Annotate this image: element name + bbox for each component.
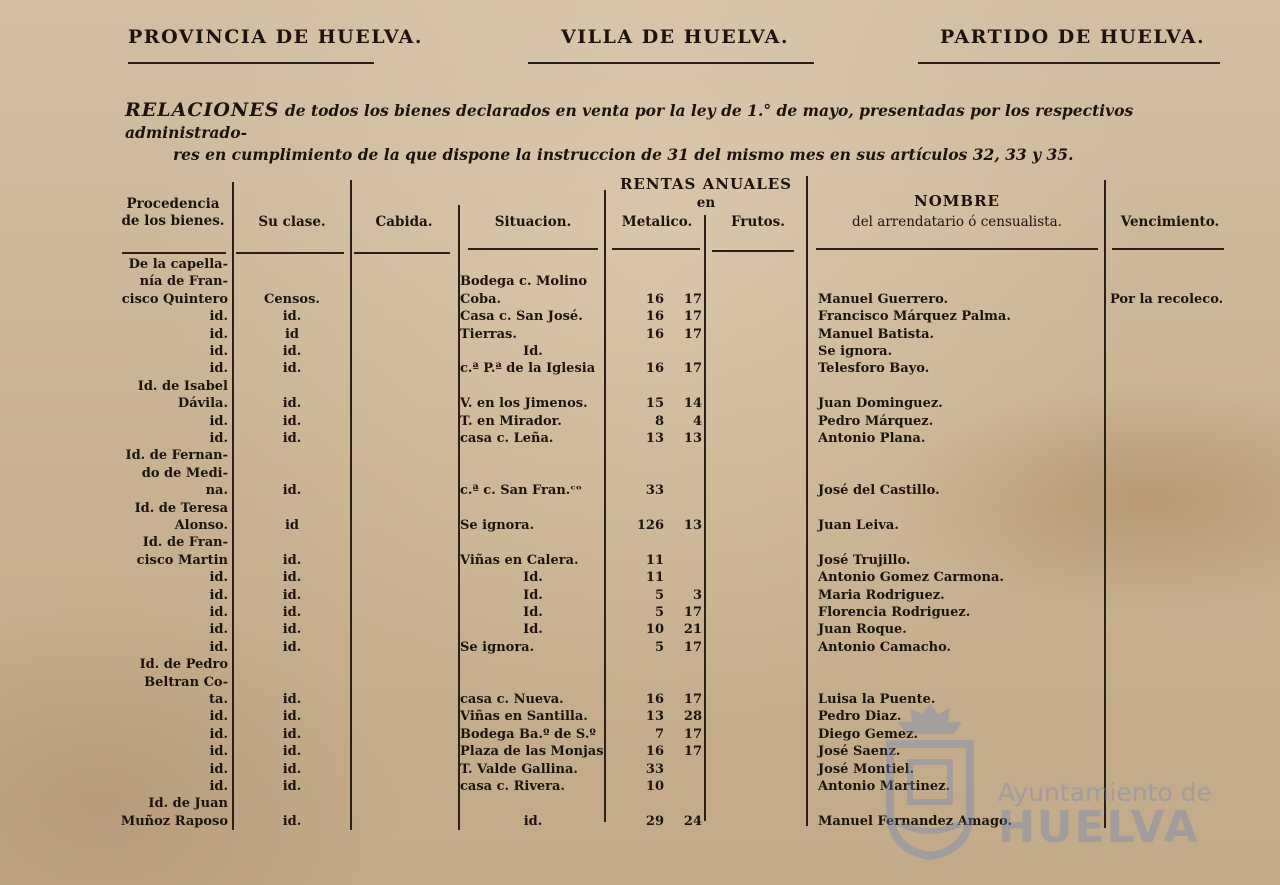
col-metalico-header: Metalico. xyxy=(621,214,693,230)
row-nombre: Se ignora. xyxy=(818,344,893,359)
row-procedencia: do de Medi- xyxy=(141,465,228,481)
row-metalico: 8 xyxy=(654,413,664,429)
row-situacion: V. en los Jimenos. xyxy=(460,396,588,412)
row-situacion: Tierras. xyxy=(460,326,517,342)
row-procedencia: id. xyxy=(209,639,228,655)
row-frutos: 14 xyxy=(683,396,702,412)
row-procedencia: id. xyxy=(209,326,228,342)
row-clase: id. xyxy=(282,813,302,829)
rule-metalico xyxy=(612,248,700,250)
row-procedencia: Id. de Pedro xyxy=(139,657,228,673)
row-metalico: 16 xyxy=(645,692,664,707)
row-metalico: 126 xyxy=(636,518,664,533)
row-procedencia: Id. de Fernan- xyxy=(125,448,228,464)
row-procedencia: id. xyxy=(209,709,228,725)
row-nombre: Maria Rodriguez. xyxy=(818,587,945,603)
row-frutos: 17 xyxy=(683,726,702,742)
row-situacion: Viñas en Calera. xyxy=(460,552,579,568)
row-nombre: Manuel Batista. xyxy=(818,326,935,342)
header-rule-center xyxy=(528,62,814,64)
row-procedencia: id. xyxy=(209,413,228,429)
row-clase: id. xyxy=(282,587,302,603)
row-frutos: 4 xyxy=(692,413,702,429)
col-procedencia-line1: Procedencia xyxy=(126,196,220,212)
row-nombre: Florencia Rodriguez. xyxy=(818,605,971,620)
row-clase: id. xyxy=(282,570,302,586)
row-frutos: 17 xyxy=(683,639,702,655)
row-metalico: 5 xyxy=(654,639,664,655)
header-provincia: PROVINCIA DE HUELVA. xyxy=(128,26,423,48)
row-metalico: 16 xyxy=(645,361,664,377)
row-clase: id. xyxy=(282,726,302,742)
row-metalico: 10 xyxy=(645,779,664,794)
row-situacion: Bodega c. Molino xyxy=(460,274,588,290)
row-procedencia: Muñoz Raposo xyxy=(120,813,228,829)
col-situacion-header: Situacion. xyxy=(494,214,572,230)
row-clase: id. xyxy=(282,605,302,620)
row-metalico: 11 xyxy=(645,552,664,568)
intro-lead: RELACIONES xyxy=(125,99,280,121)
row-clase: id. xyxy=(282,709,302,725)
row-clase: Censos. xyxy=(264,291,320,307)
row-clase: id. xyxy=(282,413,302,429)
row-nombre: José Saenz. xyxy=(818,744,901,760)
row-situacion: Id. xyxy=(523,570,543,586)
row-situacion: Bodega Ba.º de S.º xyxy=(460,726,596,742)
row-nombre: José del Castillo. xyxy=(818,483,940,499)
row-procedencia: id. xyxy=(209,744,228,760)
row-procedencia: id. xyxy=(209,344,228,359)
header-villa: VILLA DE HUELVA. xyxy=(561,26,790,48)
row-clase: id. xyxy=(282,309,302,325)
column-divider xyxy=(350,180,352,830)
row-nombre: Juan Roque. xyxy=(818,622,907,638)
row-metalico: 33 xyxy=(645,483,664,499)
row-metalico: 33 xyxy=(645,761,664,777)
row-clase: id. xyxy=(282,361,302,377)
row-procedencia: Dávila. xyxy=(177,396,228,412)
row-procedencia: De la capella- xyxy=(128,257,228,272)
row-frutos: 17 xyxy=(683,692,702,707)
row-clase: id. xyxy=(282,744,302,760)
row-clase: id xyxy=(284,326,300,342)
row-nombre: Telesforo Bayo. xyxy=(818,361,930,377)
watermark-line2: HUELVA xyxy=(998,802,1200,853)
row-metalico: 16 xyxy=(645,309,664,325)
row-frutos: 17 xyxy=(683,361,702,377)
row-situacion: Id. xyxy=(523,344,543,359)
row-nombre: Manuel Fernandez Amago. xyxy=(818,813,1013,829)
row-procedencia: Id. de Juan xyxy=(148,796,228,812)
intro-paragraph xyxy=(125,99,1235,166)
row-situacion: Plaza de las Monjas xyxy=(460,744,604,760)
row-situacion: casa c. Nueva. xyxy=(460,692,564,707)
row-clase: id. xyxy=(282,639,302,655)
row-procedencia: id. xyxy=(209,431,228,446)
row-clase: id. xyxy=(282,779,302,794)
row-metalico: 10 xyxy=(645,622,664,638)
row-nombre: Pedro Márquez. xyxy=(818,413,934,429)
col-procedencia-line2: de los bienes. xyxy=(121,213,225,229)
watermark-line1: Ayuntamiento de xyxy=(998,778,1212,807)
row-nombre: Antonio Plana. xyxy=(818,431,926,446)
col-vencimiento-header: Vencimiento. xyxy=(1120,214,1220,230)
row-situacion: T. en Mirador. xyxy=(460,413,562,429)
rule-vencimiento xyxy=(1112,248,1224,250)
row-procedencia: Id. de Isabel xyxy=(137,378,228,394)
row-metalico: 16 xyxy=(645,326,664,342)
row-metalico: 7 xyxy=(654,726,664,742)
rule-situacion xyxy=(468,248,598,250)
row-procedencia: Id. de Teresa xyxy=(134,500,228,516)
intro-line-1: de todos los bienes declarados en venta por la ley de 1.° de mayo, presentadas por los respectivos administrado- xyxy=(125,101,1134,142)
row-situacion: Id. xyxy=(523,622,543,638)
row-clase: id. xyxy=(282,622,302,638)
column-divider xyxy=(704,215,706,821)
column-divider xyxy=(232,182,234,830)
header-rule-left xyxy=(128,62,374,64)
row-metalico: 15 xyxy=(645,396,664,412)
col-rentas-en: en xyxy=(696,195,716,211)
row-clase: id. xyxy=(282,761,302,777)
row-clase: id xyxy=(284,518,300,533)
row-nombre: Francisco Márquez Palma. xyxy=(818,309,1011,325)
row-clase: id. xyxy=(282,552,302,568)
rule-frutos xyxy=(712,250,794,252)
row-clase: id. xyxy=(282,692,302,707)
row-nombre: Juan Dominguez. xyxy=(818,396,943,412)
row-frutos: 17 xyxy=(683,326,702,342)
row-procedencia: na. xyxy=(205,483,228,499)
row-frutos: 17 xyxy=(683,291,702,307)
col-rentas-header: RENTAS ANUALES xyxy=(619,175,793,193)
row-situacion: id. xyxy=(523,813,543,829)
row-vencimiento: Por la recoleco. xyxy=(1110,291,1224,307)
row-frutos: 13 xyxy=(683,431,702,446)
row-metalico: 11 xyxy=(645,570,664,586)
row-nombre: Antonio Camacho. xyxy=(818,639,952,655)
row-nombre: José Trujillo. xyxy=(818,552,911,568)
row-metalico: 13 xyxy=(645,431,664,446)
row-situacion: Id. xyxy=(523,605,543,620)
row-metalico: 16 xyxy=(645,291,664,307)
row-frutos: 13 xyxy=(683,518,702,533)
row-nombre: Antonio Martinez. xyxy=(818,779,951,794)
row-clase: id. xyxy=(282,431,302,446)
header-partido: PARTIDO DE HUELVA. xyxy=(940,26,1206,48)
row-procedencia: cisco Martin xyxy=(136,552,228,568)
row-nombre: Diego Gemez. xyxy=(818,726,919,742)
row-situacion: Se ignora. xyxy=(460,518,535,533)
row-procedencia: id. xyxy=(209,570,228,586)
row-procedencia: id. xyxy=(209,587,228,603)
row-procedencia: id. xyxy=(209,605,228,620)
row-procedencia: id. xyxy=(209,361,228,377)
row-procedencia: cisco Quintero xyxy=(121,291,228,307)
row-frutos: 24 xyxy=(683,813,702,829)
col-frutos-header: Frutos. xyxy=(731,214,785,230)
row-nombre: Antonio Gomez Carmona. xyxy=(818,570,1004,586)
rule-nombre xyxy=(816,248,1098,250)
coat-of-arms-icon xyxy=(880,700,980,860)
row-situacion: Viñas en Santilla. xyxy=(460,709,588,725)
row-nombre: José Montiel. xyxy=(818,761,915,777)
row-frutos: 28 xyxy=(683,709,702,725)
row-metalico: 16 xyxy=(645,744,664,760)
rule-procedencia xyxy=(122,252,226,254)
row-metalico: 5 xyxy=(654,605,664,620)
header-rule-right xyxy=(918,62,1220,64)
row-situacion: T. Valde Gallina. xyxy=(460,761,578,777)
row-situacion: casa c. Leña. xyxy=(460,431,554,446)
row-situacion: Casa c. San José. xyxy=(460,309,583,325)
row-situacion: c.ª P.ª de la Iglesia xyxy=(460,361,596,377)
row-procedencia: nía de Fran- xyxy=(139,274,228,290)
col-nombre-header: NOMBRE xyxy=(914,192,1000,210)
row-procedencia: id. xyxy=(209,309,228,325)
row-clase: id. xyxy=(282,396,302,412)
row-procedencia: ta. xyxy=(209,692,228,707)
rule-clase xyxy=(236,252,344,254)
row-nombre: Luisa la Puente. xyxy=(818,692,936,707)
col-clase-header: Su clase. xyxy=(258,214,326,230)
row-procedencia: Id. de Fran- xyxy=(142,535,228,551)
row-procedencia: Alonso. xyxy=(174,518,228,533)
row-frutos: 21 xyxy=(683,622,702,638)
row-metalico: 29 xyxy=(645,813,664,829)
col-cabida-header: Cabida. xyxy=(375,214,433,230)
row-nombre: Juan Leiva. xyxy=(818,518,899,533)
row-clase: id. xyxy=(282,344,302,359)
row-situacion: casa c. Rivera. xyxy=(460,779,565,794)
col-procedencia-header xyxy=(118,196,228,230)
row-procedencia: id. xyxy=(209,622,228,638)
row-situacion: Coba. xyxy=(460,291,502,307)
row-situacion: Id. xyxy=(523,587,543,603)
row-situacion: c.ª c. San Fran.ᶜᵒ xyxy=(460,483,582,499)
intro-line-2: res en cumplimiento de la que dispone la instruccion de 31 del mismo mes en sus artículos 32, 33 y 35. xyxy=(173,145,1074,164)
row-clase: id. xyxy=(282,483,302,499)
row-procedencia: id. xyxy=(209,761,228,777)
row-frutos: 17 xyxy=(683,309,702,325)
row-nombre: Pedro Diaz. xyxy=(818,709,902,725)
row-procedencia: id. xyxy=(209,779,228,794)
rule-cabida xyxy=(354,252,450,254)
row-frutos: 17 xyxy=(683,605,702,620)
row-nombre: Manuel Guerrero. xyxy=(818,291,949,307)
column-divider xyxy=(806,176,808,826)
row-procedencia: id. xyxy=(209,726,228,742)
col-nombre-sub: del arrendatario ó censualista. xyxy=(852,214,1062,230)
row-situacion: Se ignora. xyxy=(460,639,535,655)
row-procedencia: Beltran Co- xyxy=(144,674,228,690)
row-frutos: 3 xyxy=(692,587,702,603)
row-frutos: 17 xyxy=(683,744,702,760)
ayuntamiento-watermark xyxy=(880,690,1212,870)
row-metalico: 13 xyxy=(645,709,664,725)
row-metalico: 5 xyxy=(654,587,664,603)
